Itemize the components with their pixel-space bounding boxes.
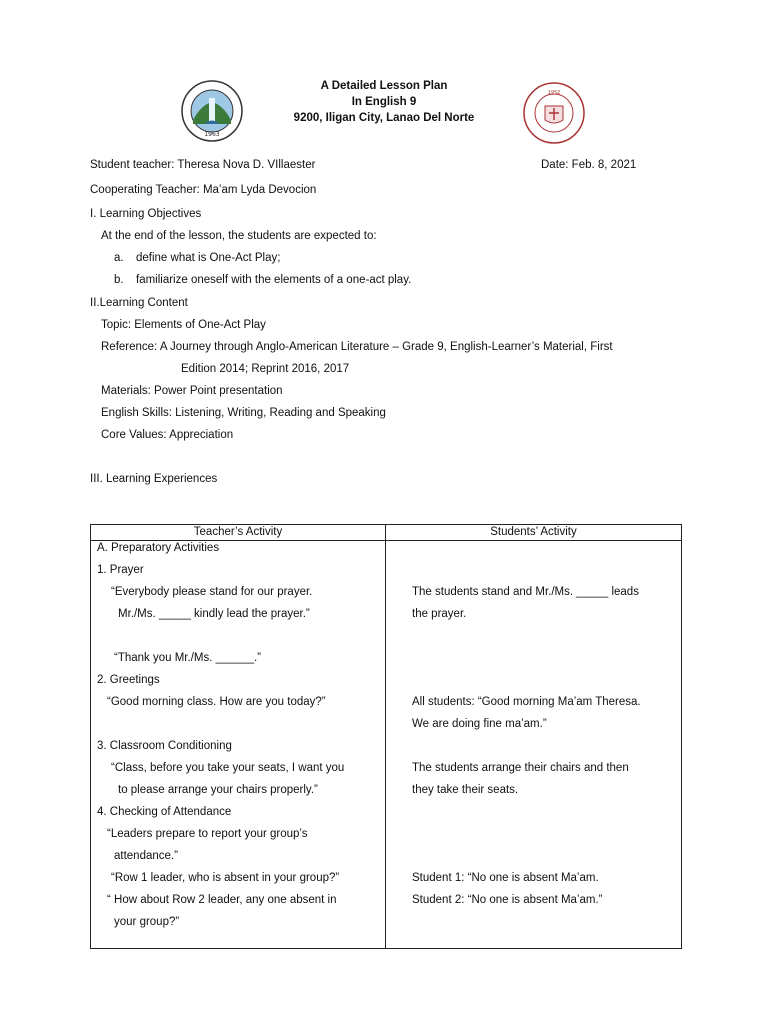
objective-b: familiarize oneself with the elements of a one-act play. bbox=[136, 274, 412, 286]
objective-b-marker: b. bbox=[114, 274, 124, 286]
teacher-line: “ How about Row 2 leader, any one absent in bbox=[107, 894, 337, 906]
school-address: 9200, Iligan City, Lanao Del Norte bbox=[293, 112, 475, 124]
document-subject: In English 9 bbox=[351, 96, 417, 108]
document-title: A Detailed Lesson Plan bbox=[320, 80, 448, 92]
teacher-line: “Thank you Mr./Ms. ______.” bbox=[114, 652, 262, 664]
cooperating-teacher: Cooperating Teacher: Ma’am Lyda Devocion bbox=[90, 184, 317, 196]
teacher-line: “Good morning class. How are you today?” bbox=[107, 696, 326, 708]
teacher-line: A. Preparatory Activities bbox=[97, 542, 220, 554]
content-heading: II.Learning Content bbox=[90, 297, 188, 309]
activity-table bbox=[90, 524, 682, 949]
student-line: Student 2: “No one is absent Ma’am.” bbox=[412, 894, 603, 906]
content-skills: English Skills: Listening, Writing, Reading and Speaking bbox=[101, 407, 386, 419]
student-line: they take their seats. bbox=[412, 784, 519, 796]
lesson-date: Date: Feb. 8, 2021 bbox=[541, 159, 637, 171]
content-materials: Materials: Power Point presentation bbox=[101, 385, 283, 397]
teacher-line: “Leaders prepare to report your group’s bbox=[107, 828, 308, 840]
right-seal-year: 1952 bbox=[547, 90, 561, 96]
teacher-line: “Everybody please stand for our prayer. bbox=[111, 586, 313, 598]
students-activity-cell bbox=[386, 541, 682, 949]
teacher-line: attendance.” bbox=[114, 850, 178, 862]
student-teacher: Student teacher: Theresa Nova D. VIllaester bbox=[90, 159, 316, 171]
content-topic: Topic: Elements of One-Act Play bbox=[101, 319, 266, 331]
objectives-heading: I. Learning Objectives bbox=[90, 208, 202, 220]
teacher-activity-header: Teacher’s Activity bbox=[91, 525, 386, 541]
content-core-values: Core Values: Appreciation bbox=[101, 429, 234, 441]
student-line: We are doing fine ma’am.” bbox=[412, 718, 547, 730]
student-line: The students arrange their chairs and then bbox=[412, 762, 629, 774]
objective-a: define what is One-Act Play; bbox=[136, 252, 281, 264]
content-reference-line-2: Edition 2014; Reprint 2016, 2017 bbox=[181, 363, 350, 375]
teacher-line: “Class, before you take your seats, I want you bbox=[111, 762, 345, 774]
teacher-line: 1. Prayer bbox=[97, 564, 144, 576]
student-line: All students: “Good morning Ma’am Theresa. bbox=[412, 696, 641, 708]
left-seal-year: 1963 bbox=[204, 131, 220, 138]
teacher-line: to please arrange your chairs properly.” bbox=[118, 784, 318, 796]
students-activity-header: Students’ Activity bbox=[386, 525, 682, 541]
student-line: Student 1: “No one is absent Ma’am. bbox=[412, 872, 599, 884]
teacher-line: “Row 1 leader, who is absent in your group?” bbox=[111, 872, 340, 884]
objectives-intro: At the end of the lesson, the students are expected to: bbox=[101, 230, 377, 242]
teacher-line: 2. Greetings bbox=[97, 674, 160, 686]
experiences-heading: III. Learning Experiences bbox=[90, 473, 218, 485]
teacher-line: your group?” bbox=[114, 916, 180, 928]
student-line: the prayer. bbox=[412, 608, 467, 620]
objective-a-marker: a. bbox=[114, 252, 124, 264]
teacher-activity-cell bbox=[91, 541, 386, 949]
student-line: The students stand and Mr./Ms. _____ leads bbox=[412, 586, 639, 598]
teacher-line: Mr./Ms. _____ kindly lead the prayer.” bbox=[118, 608, 310, 620]
content-reference-line-1: Reference: A Journey through Anglo-American Literature – Grade 9, English-Learner’s Material, First bbox=[101, 341, 613, 353]
teacher-line: 4. Checking of Attendance bbox=[97, 806, 232, 818]
teacher-line: 3. Classroom Conditioning bbox=[97, 740, 232, 752]
